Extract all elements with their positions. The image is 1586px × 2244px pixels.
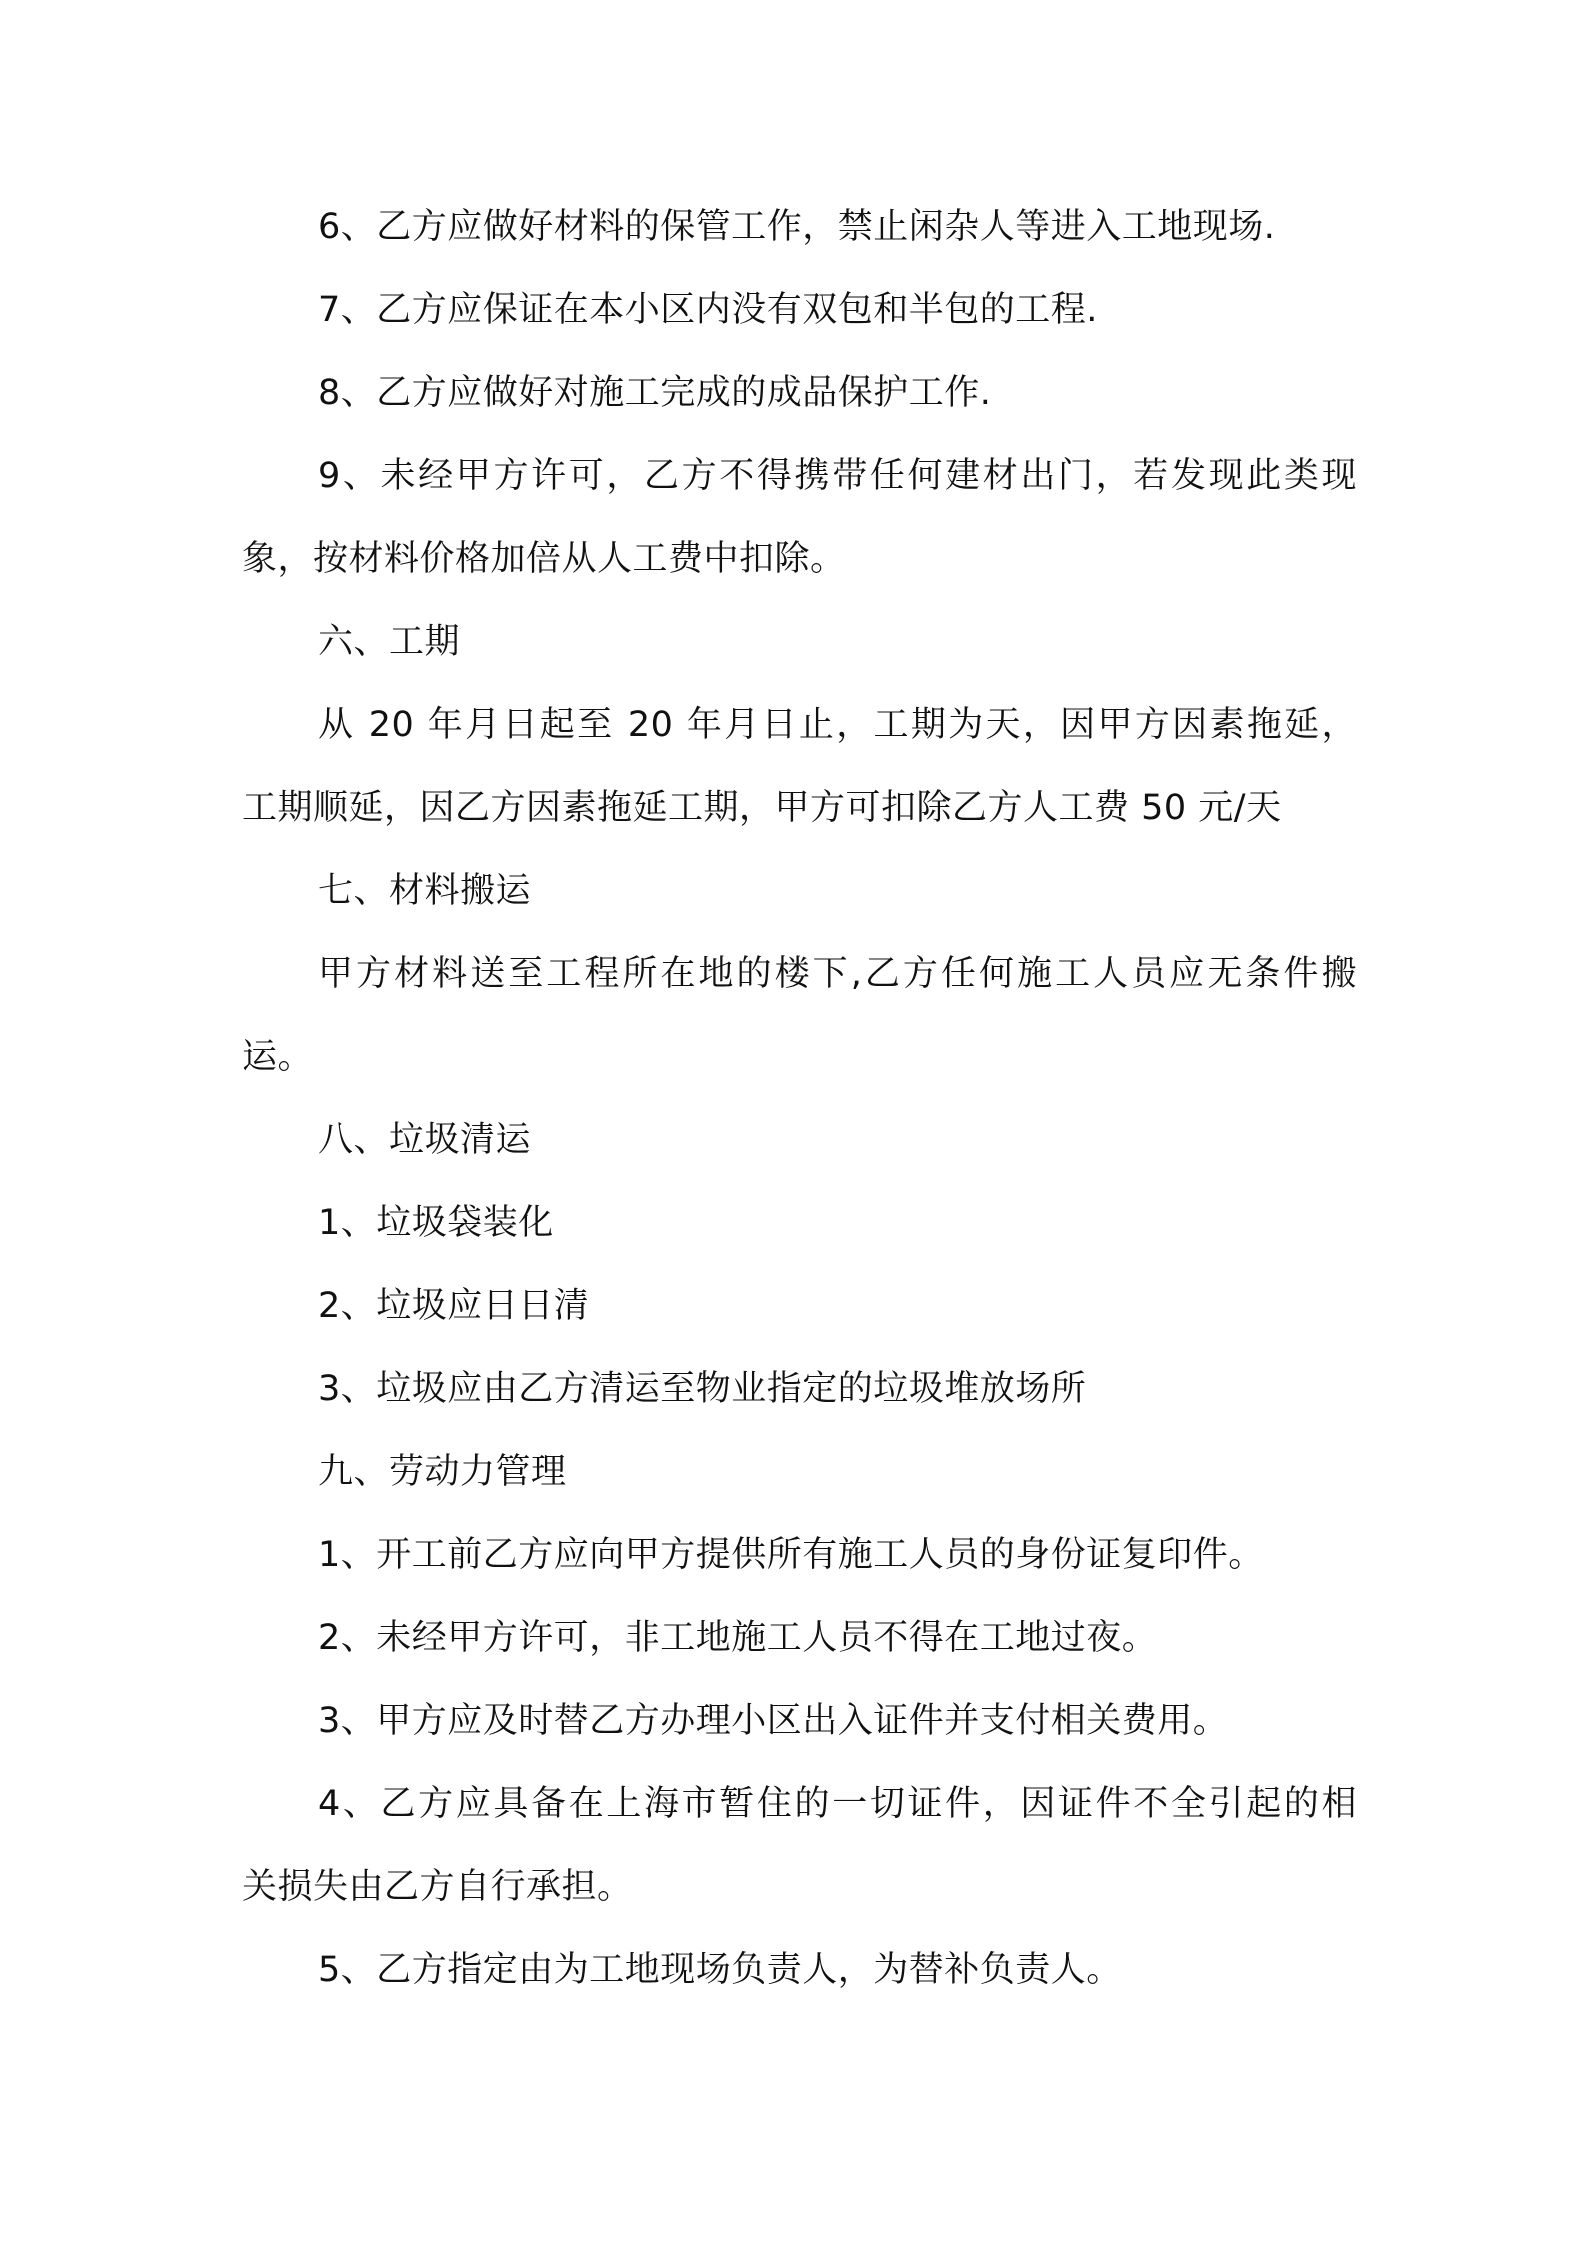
paragraph-line: 7、乙方应保证在本小区内没有双包和半包的工程. (318, 290, 1098, 330)
paragraph-line: 关损失由乙方自行承担。 (242, 1867, 633, 1907)
paragraph-line: 9、未经甲方许可，乙方不得携带任何建材出门，若发现此类现 (318, 456, 1357, 496)
paragraph-line: 3、垃圾应由乙方清运至物业指定的垃圾堆放场所 (318, 1369, 1087, 1409)
paragraph-line: 工期顺延，因乙方因素拖延工期，甲方可扣除乙方人工费 50 元/天 (242, 788, 1282, 828)
paragraph-line: 2、未经甲方许可，非工地施工人员不得在工地过夜。 (318, 1618, 1158, 1658)
paragraph-line: 从 20 年月日起至 20 年月日止，工期为天，因甲方因素拖延， (318, 705, 1357, 745)
paragraph-line: 运。 (242, 1037, 314, 1077)
paragraph-line: 3、甲方应及时替乙方办理小区出入证件并支付相关费用。 (318, 1701, 1229, 1741)
paragraph-line: 1、开工前乙方应向甲方提供所有施工人员的身份证复印件。 (318, 1535, 1264, 1575)
paragraph-line: 象，按材料价格加倍从人工费中扣除。 (242, 539, 846, 579)
paragraph-line: 4、乙方应具备在上海市暂住的一切证件，因证件不全引起的相 (318, 1784, 1357, 1824)
paragraph-line: 5、乙方指定由为工地现场负责人，为替补负责人。 (318, 1950, 1122, 1990)
paragraph-line: 1、垃圾袋装化 (318, 1203, 554, 1243)
section-heading: 六、工期 (318, 622, 461, 662)
section-heading: 七、材料搬运 (318, 871, 532, 911)
paragraph-line: 6、乙方应做好材料的保管工作，禁止闲杂人等进入工地现场. (318, 207, 1276, 247)
paragraph-line: 2、垃圾应日日清 (318, 1286, 590, 1326)
paragraph-line: 8、乙方应做好对施工完成的成品保护工作. (318, 373, 992, 413)
section-heading: 九、劳动力管理 (318, 1452, 567, 1492)
paragraph-line: 甲方材料送至工程所在地的楼下,乙方任何施工人员应无条件搬 (318, 954, 1357, 994)
section-heading: 八、垃圾清运 (318, 1120, 532, 1160)
